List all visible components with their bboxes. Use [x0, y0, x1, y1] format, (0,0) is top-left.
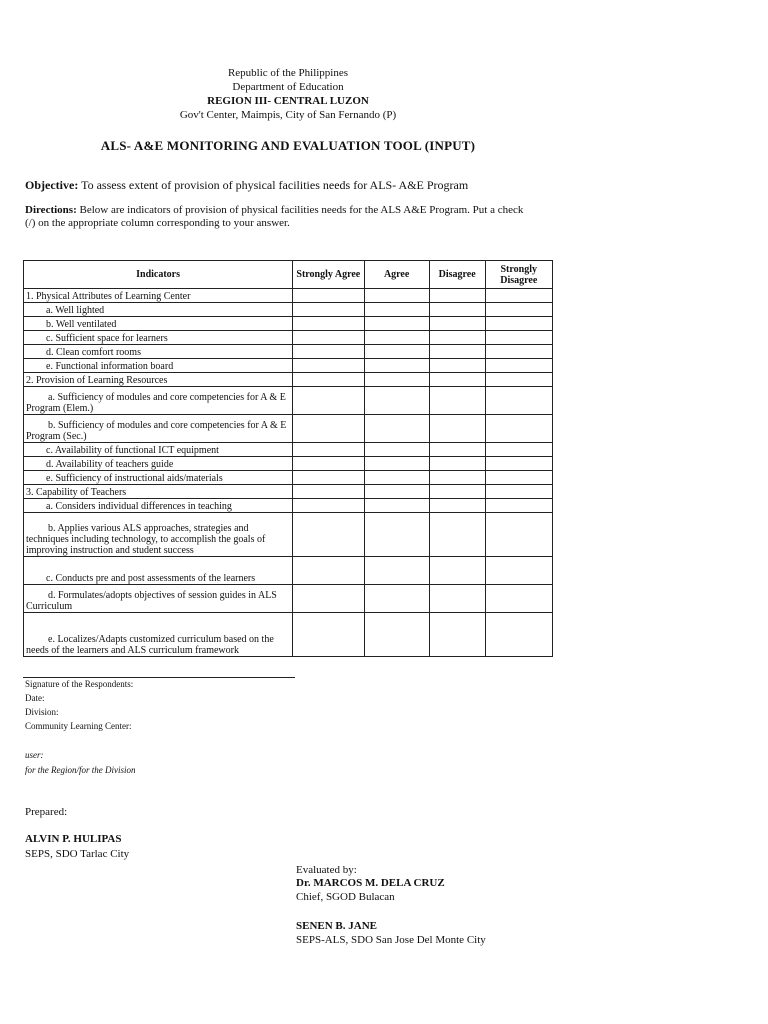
header-department: Department of Education: [232, 81, 344, 93]
check-cell-strongly-disagree[interactable]: [485, 415, 553, 443]
indicator-cell: d. Clean comfort rooms: [24, 345, 293, 359]
check-cell-strongly-disagree[interactable]: [485, 499, 553, 513]
table-row: [24, 387, 553, 415]
check-cell-strongly-agree[interactable]: [293, 457, 364, 471]
check-cell-disagree[interactable]: [429, 443, 485, 457]
check-cell-agree[interactable]: [364, 557, 429, 585]
indicator-cell: 1. Physical Attributes of Learning Center: [24, 289, 293, 303]
check-cell-strongly-disagree[interactable]: [485, 457, 553, 471]
check-cell-strongly-agree[interactable]: [293, 387, 364, 415]
check-cell-strongly-agree[interactable]: [293, 443, 364, 457]
signature-label: Signature of the Respondents:: [25, 679, 134, 689]
region-division-label: for the Region/for the Division: [25, 765, 136, 775]
check-cell-strongly-disagree[interactable]: [485, 317, 553, 331]
indicator-cell: a. Well lighted: [24, 303, 293, 317]
table-row: [24, 471, 553, 485]
objective: [25, 178, 468, 193]
prepared-position: SEPS, SDO Tarlac City: [25, 848, 130, 860]
indicator-cell: e. Functional information board: [24, 359, 293, 373]
check-cell-agree[interactable]: [364, 585, 429, 613]
indicator-cell: d. Formulates/adopts objectives of session guides in ALS Curriculum: [24, 585, 293, 613]
table-body: [24, 289, 553, 657]
check-cell-strongly-disagree[interactable]: [485, 345, 553, 359]
check-cell-agree[interactable]: [364, 359, 429, 373]
check-cell-disagree[interactable]: [429, 499, 485, 513]
header-region: REGION III- CENTRAL LUZON: [207, 95, 369, 107]
indicator-cell: b. Applies various ALS approaches, strategies and techniques including technology, to accomplish the goals of improving instruction and student success: [24, 513, 293, 557]
table-row: [24, 513, 553, 557]
col-header-indicators: Indicators: [24, 261, 293, 289]
evaluator1-name: Dr. MARCOS M. DELA CRUZ: [296, 877, 445, 889]
check-cell-disagree[interactable]: [429, 585, 485, 613]
check-cell-agree[interactable]: [364, 317, 429, 331]
check-cell-strongly-agree[interactable]: [293, 499, 364, 513]
prepared-label: Prepared:: [25, 806, 68, 818]
indicator-cell: d. Availability of teachers guide: [24, 457, 293, 471]
check-cell-strongly-disagree[interactable]: [485, 443, 553, 457]
check-cell-strongly-disagree[interactable]: [485, 387, 553, 415]
evaluator1-position: Chief, SGOD Bulacan: [296, 891, 395, 903]
check-cell-agree[interactable]: [364, 373, 429, 387]
check-cell-strongly-agree[interactable]: [293, 415, 364, 443]
date-label: Date:: [25, 693, 45, 703]
indicator-cell: e. Sufficiency of instructional aids/materials: [24, 471, 293, 485]
check-cell-strongly-agree[interactable]: [293, 585, 364, 613]
check-cell-strongly-agree[interactable]: [293, 485, 364, 499]
indicator-cell: c. Conducts pre and post assessments of the learners: [24, 557, 293, 585]
document-title: ALS- A&E MONITORING AND EVALUATION TOOL (INPUT): [100, 138, 476, 153]
prepared-name: ALVIN P. HULIPAS: [25, 833, 122, 845]
check-cell-disagree[interactable]: [429, 471, 485, 485]
table-row: [24, 303, 553, 317]
check-cell-agree[interactable]: [364, 443, 429, 457]
check-cell-strongly-agree[interactable]: [293, 613, 364, 657]
check-cell-disagree[interactable]: [429, 317, 485, 331]
objective-label: Objective:: [25, 178, 79, 192]
directions: [25, 204, 525, 230]
table-row: [24, 457, 553, 471]
indicator-cell: e. Localizes/Adapts customized curriculum based on the needs of the learners and ALS curriculum framework: [24, 613, 293, 657]
indicator-cell: c. Availability of functional ICT equipment: [24, 443, 293, 457]
table-row: [24, 613, 553, 657]
check-cell-strongly-disagree[interactable]: [485, 303, 553, 317]
clc-label: Community Learning Center:: [25, 721, 132, 731]
table-row: [24, 331, 553, 345]
table-row: [24, 499, 553, 513]
table-row: [24, 557, 553, 585]
check-cell-disagree[interactable]: [429, 373, 485, 387]
directions-text: Below are indicators of provision of physical facilities needs for the ALS A&E Program. Put a check (/) on the appropriate column corresponding to your answer.: [25, 204, 524, 229]
header-republic: Republic of the Philippines: [227, 67, 349, 79]
check-cell-disagree[interactable]: [429, 485, 485, 499]
check-cell-strongly-agree[interactable]: [293, 373, 364, 387]
indicator-cell: 3. Capability of Teachers: [24, 485, 293, 499]
check-cell-strongly-disagree[interactable]: [485, 585, 553, 613]
check-cell-strongly-disagree[interactable]: [485, 557, 553, 585]
table-header-row: [24, 261, 553, 289]
directions-label: Directions:: [25, 204, 77, 216]
check-cell-agree[interactable]: [364, 499, 429, 513]
check-cell-disagree[interactable]: [429, 613, 485, 657]
check-cell-strongly-disagree[interactable]: [485, 485, 553, 499]
check-cell-strongly-agree[interactable]: [293, 557, 364, 585]
evaluated-label: Evaluated by:: [296, 864, 357, 876]
check-cell-strongly-agree[interactable]: [293, 345, 364, 359]
objective-text: To assess extent of provision of physical facilities needs for ALS- A&E Program: [78, 178, 469, 192]
check-cell-disagree[interactable]: [429, 289, 485, 303]
check-cell-strongly-agree[interactable]: [293, 471, 364, 485]
check-cell-disagree[interactable]: [429, 513, 485, 557]
check-cell-agree[interactable]: [364, 457, 429, 471]
check-cell-disagree[interactable]: [429, 387, 485, 415]
evaluation-table: [23, 260, 553, 657]
check-cell-strongly-agree[interactable]: [293, 331, 364, 345]
col-header-strongly-agree: Strongly Agree: [293, 261, 364, 289]
table-row: [24, 415, 553, 443]
check-cell-strongly-agree[interactable]: [293, 513, 364, 557]
col-header-strongly-disagree: Strongly Disagree: [485, 261, 553, 289]
check-cell-strongly-agree[interactable]: [293, 317, 364, 331]
check-cell-agree[interactable]: [364, 345, 429, 359]
check-cell-strongly-disagree[interactable]: [485, 289, 553, 303]
check-cell-disagree[interactable]: [429, 303, 485, 317]
check-cell-agree[interactable]: [364, 513, 429, 557]
check-cell-strongly-disagree[interactable]: [485, 359, 553, 373]
table-row: [24, 373, 553, 387]
check-cell-strongly-disagree[interactable]: [485, 373, 553, 387]
indicator-cell: a. Sufficiency of modules and core competencies for A & E Program (Elem.): [24, 387, 293, 415]
check-cell-strongly-disagree[interactable]: [485, 331, 553, 345]
check-cell-strongly-agree[interactable]: [293, 289, 364, 303]
table-row: [24, 359, 553, 373]
table-row: [24, 289, 553, 303]
check-cell-agree[interactable]: [364, 415, 429, 443]
check-cell-agree[interactable]: [364, 331, 429, 345]
check-cell-agree[interactable]: [364, 471, 429, 485]
check-cell-strongly-agree[interactable]: [293, 359, 364, 373]
check-cell-disagree[interactable]: [429, 557, 485, 585]
division-label: Division:: [25, 707, 59, 717]
check-cell-disagree[interactable]: [429, 457, 485, 471]
col-header-agree: Agree: [364, 261, 429, 289]
check-cell-agree[interactable]: [364, 289, 429, 303]
check-cell-strongly-disagree[interactable]: [485, 513, 553, 557]
indicator-cell: b. Sufficiency of modules and core competencies for A & E Program (Sec.): [24, 415, 293, 443]
table-row: [24, 317, 553, 331]
check-cell-strongly-disagree[interactable]: [485, 471, 553, 485]
user-label: user:: [25, 750, 44, 760]
indicator-cell: c. Sufficient space for learners: [24, 331, 293, 345]
check-cell-agree[interactable]: [364, 613, 429, 657]
signature-line: [23, 677, 295, 678]
check-cell-disagree[interactable]: [429, 359, 485, 373]
table-row: [24, 345, 553, 359]
check-cell-disagree[interactable]: [429, 415, 485, 443]
check-cell-disagree[interactable]: [429, 331, 485, 345]
indicator-cell: a. Considers individual differences in teaching: [24, 499, 293, 513]
indicator-cell: b. Well ventilated: [24, 317, 293, 331]
check-cell-agree[interactable]: [364, 485, 429, 499]
check-cell-strongly-disagree[interactable]: [485, 613, 553, 657]
check-cell-agree[interactable]: [364, 387, 429, 415]
check-cell-strongly-agree[interactable]: [293, 303, 364, 317]
evaluator2-name: SENEN B. JANE: [296, 920, 377, 932]
check-cell-agree[interactable]: [364, 303, 429, 317]
col-header-disagree: Disagree: [429, 261, 485, 289]
table-row: [24, 443, 553, 457]
indicator-cell: 2. Provision of Learning Resources: [24, 373, 293, 387]
header-address: Gov't Center, Maimpis, City of San Fernando (P): [179, 109, 397, 121]
table-row: [24, 585, 553, 613]
evaluator2-position: SEPS-ALS, SDO San Jose Del Monte City: [296, 934, 486, 946]
check-cell-disagree[interactable]: [429, 345, 485, 359]
table-row: [24, 485, 553, 499]
